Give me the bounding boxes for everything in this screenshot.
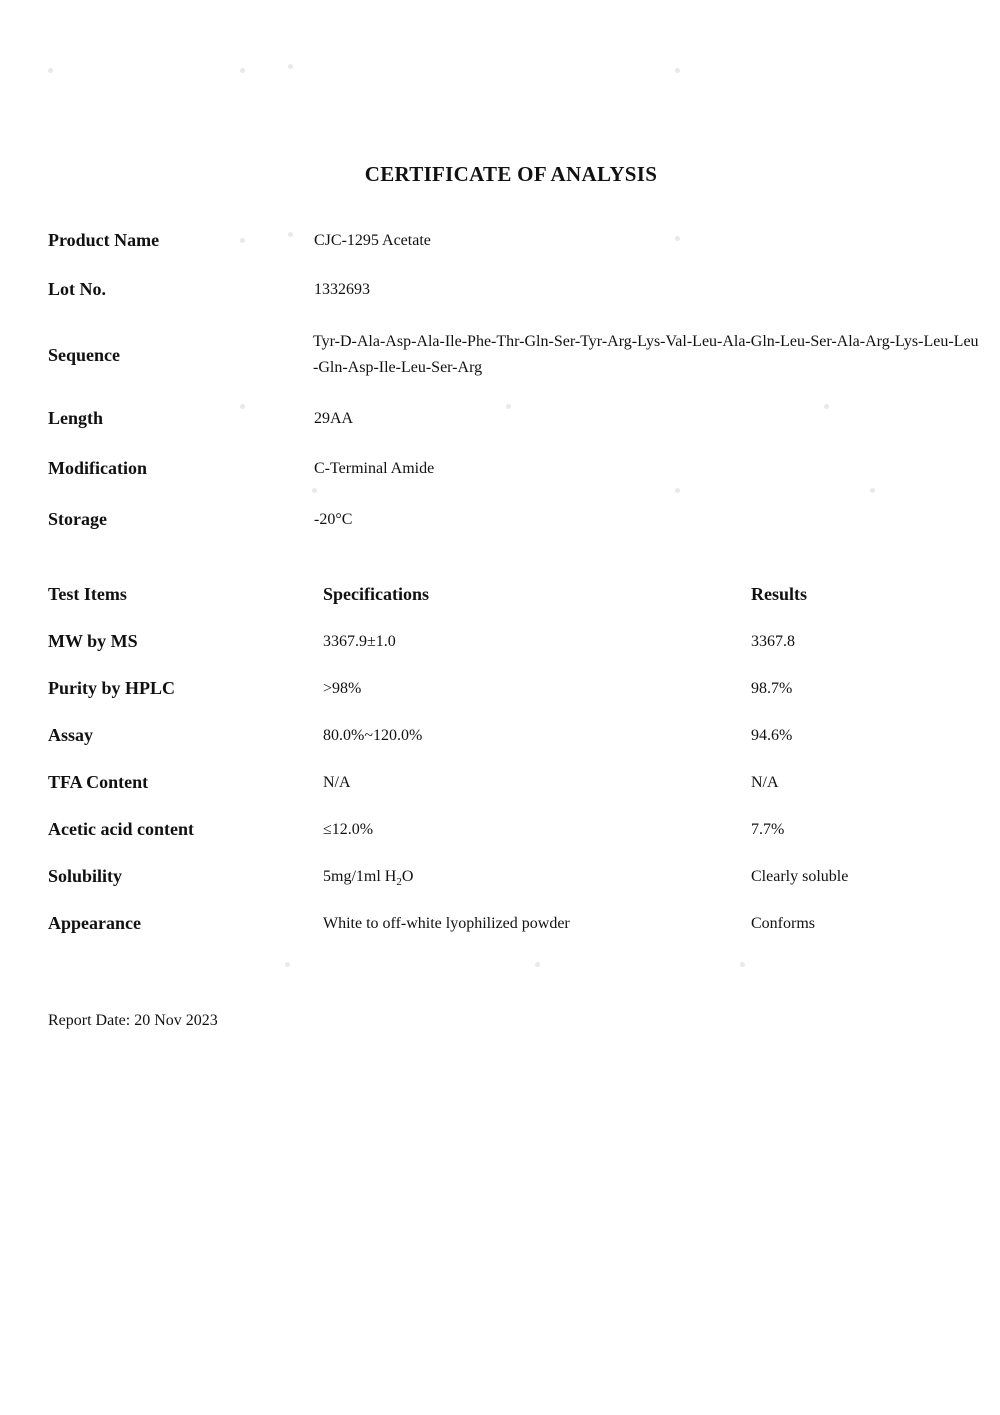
- spec-text-tail: O: [401, 868, 414, 885]
- watermark-dot: [870, 488, 875, 493]
- test-result: 7.7%: [751, 821, 785, 838]
- info-value: C-Terminal Amide: [314, 460, 435, 477]
- test-result: 3367.8: [751, 633, 795, 650]
- test-spec: 80.0%~120.0%: [323, 727, 423, 744]
- watermark-dot: [312, 488, 317, 493]
- sequence-value: Tyr-D-Ala-Asp-Ala-Ile-Phe-Thr-Gln-Ser-Tyr-Arg-Lys-Val-Leu-Ala-Gln-Leu-Ser-Ala-Arg-Lys-Leu-Leu-Gln-Asp-Ile-Leu-Ser-Arg: [313, 333, 979, 376]
- header-results: Results: [751, 584, 808, 604]
- test-result: 98.7%: [751, 680, 793, 697]
- test-result: Conforms: [751, 915, 815, 932]
- test-item: MW by MS: [48, 631, 138, 651]
- test-spec: ≤12.0%: [323, 821, 374, 838]
- test-spec: >98%: [323, 680, 362, 697]
- header-specifications: Specifications: [323, 584, 429, 604]
- test-spec: 3367.9±1.0: [323, 633, 396, 650]
- watermark-dot: [285, 962, 290, 967]
- test-item: Appearance: [48, 913, 141, 933]
- test-result: 94.6%: [751, 727, 793, 744]
- test-result: Clearly soluble: [751, 868, 849, 885]
- test-item: Purity by HPLC: [48, 678, 176, 698]
- info-value: CJC-1295 Acetate: [314, 232, 431, 249]
- info-label: Sequence: [48, 345, 120, 365]
- info-label: Product Name: [48, 230, 160, 250]
- spec-subscript: 2: [396, 876, 402, 889]
- info-label: Storage: [48, 509, 107, 529]
- test-item: Acetic acid content: [48, 819, 194, 839]
- watermark-dot: [740, 962, 745, 967]
- watermark-dot: [288, 64, 293, 69]
- test-spec: [323, 868, 413, 888]
- watermark-dot: [288, 232, 293, 237]
- info-label: Length: [48, 408, 104, 428]
- spec-text: 5mg/1ml H: [323, 868, 397, 885]
- info-value: 1332693: [314, 281, 370, 298]
- watermark-dot: [48, 68, 53, 73]
- header-test-items: Test Items: [48, 584, 127, 604]
- info-label: Modification: [48, 458, 147, 478]
- page-title: CERTIFICATE OF ANALYSIS: [364, 162, 658, 186]
- test-item: Assay: [48, 725, 94, 745]
- watermark-dot: [824, 404, 829, 409]
- test-item: TFA Content: [48, 772, 149, 792]
- watermark-dot: [675, 236, 680, 241]
- watermark-dot: [675, 488, 680, 493]
- watermark-dot: [240, 238, 245, 243]
- report-date: Report Date: 20 Nov 2023: [48, 1012, 218, 1029]
- watermark-dot: [240, 404, 245, 409]
- watermark-dot: [675, 68, 680, 73]
- watermark-dot: [240, 68, 245, 73]
- test-spec: White to off-white lyophilized powder: [323, 915, 570, 932]
- watermark-dot: [506, 404, 511, 409]
- info-value: 29AA: [314, 410, 354, 427]
- info-label: Lot No.: [48, 279, 106, 299]
- info-value: -20°C: [314, 511, 353, 528]
- watermark-dot: [535, 962, 540, 967]
- test-spec: N/A: [323, 774, 351, 791]
- test-item: Solubility: [48, 866, 123, 886]
- test-result: N/A: [751, 774, 779, 791]
